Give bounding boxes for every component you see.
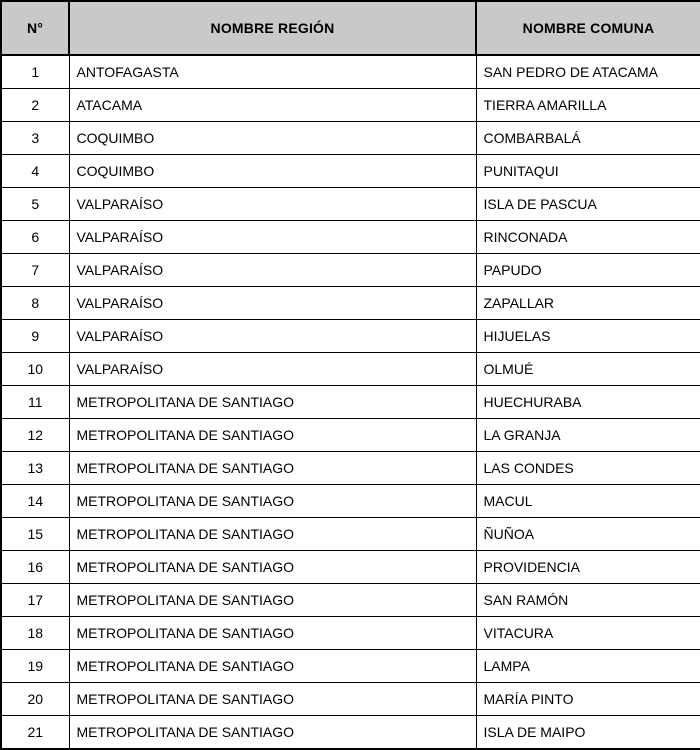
header-region: NOMBRE REGIÓN [69,1,476,55]
header-number: N° [1,1,69,55]
table-row [1,617,700,650]
region-cell: VALPARAÍSO [69,221,476,254]
comuna-cell: ÑUÑOA [476,518,700,551]
comuna-cell: LA GRANJA [476,419,700,452]
row-number-cell: 14 [1,485,69,518]
table-row [1,386,700,419]
region-cell: ATACAMA [69,89,476,122]
region-cell: VALPARAÍSO [69,287,476,320]
table-row [1,287,700,320]
row-number-cell: 9 [1,320,69,353]
row-number-cell: 10 [1,353,69,386]
comuna-cell: OLMUÉ [476,353,700,386]
row-number-cell: 11 [1,386,69,419]
region-cell: METROPOLITANA DE SANTIAGO [69,551,476,584]
comuna-cell: PAPUDO [476,254,700,287]
comuna-cell: MARÍA PINTO [476,683,700,716]
comuna-cell: ZAPALLAR [476,287,700,320]
table-row [1,320,700,353]
header-row [1,1,700,55]
region-cell: VALPARAÍSO [69,320,476,353]
row-number-cell: 20 [1,683,69,716]
comuna-cell: LAMPA [476,650,700,683]
row-number-cell: 7 [1,254,69,287]
table-row [1,452,700,485]
table-row [1,584,700,617]
table-row [1,485,700,518]
region-cell: METROPOLITANA DE SANTIAGO [69,716,476,750]
region-cell: VALPARAÍSO [69,254,476,287]
region-cell: METROPOLITANA DE SANTIAGO [69,485,476,518]
row-number-cell: 18 [1,617,69,650]
row-number-cell: 4 [1,155,69,188]
table-row [1,353,700,386]
table-row [1,650,700,683]
comuna-cell: RINCONADA [476,221,700,254]
comuna-cell: SAN PEDRO DE ATACAMA [476,55,700,89]
row-number-cell: 2 [1,89,69,122]
table-row [1,419,700,452]
region-cell: VALPARAÍSO [69,188,476,221]
table-row [1,518,700,551]
region-cell: METROPOLITANA DE SANTIAGO [69,518,476,551]
region-cell: METROPOLITANA DE SANTIAGO [69,452,476,485]
comuna-cell: ISLA DE PASCUA [476,188,700,221]
header-comuna: NOMBRE COMUNA [476,1,700,55]
comuna-cell: SAN RAMÓN [476,584,700,617]
comuna-cell: MACUL [476,485,700,518]
row-number-cell: 6 [1,221,69,254]
comuna-cell: TIERRA AMARILLA [476,89,700,122]
row-number-cell: 1 [1,55,69,89]
row-number-cell: 16 [1,551,69,584]
row-number-cell: 5 [1,188,69,221]
region-cell: VALPARAÍSO [69,353,476,386]
region-cell: METROPOLITANA DE SANTIAGO [69,683,476,716]
table-row [1,716,700,750]
comuna-cell: HIJUELAS [476,320,700,353]
table-row [1,89,700,122]
row-number-cell: 13 [1,452,69,485]
region-cell: METROPOLITANA DE SANTIAGO [69,584,476,617]
table-header [1,1,700,55]
comuna-cell: PUNITAQUI [476,155,700,188]
region-cell: COQUIMBO [69,122,476,155]
row-number-cell: 8 [1,287,69,320]
table-row [1,254,700,287]
region-cell: METROPOLITANA DE SANTIAGO [69,386,476,419]
row-number-cell: 21 [1,716,69,750]
comuna-cell: PROVIDENCIA [476,551,700,584]
comuna-cell: ISLA DE MAIPO [476,716,700,750]
region-cell: COQUIMBO [69,155,476,188]
table-row [1,155,700,188]
row-number-cell: 15 [1,518,69,551]
row-number-cell: 19 [1,650,69,683]
comuna-cell: HUECHURABA [476,386,700,419]
comuna-cell: LAS CONDES [476,452,700,485]
table-row [1,551,700,584]
table-row [1,221,700,254]
comuna-cell: COMBARBALÁ [476,122,700,155]
region-cell: ANTOFAGASTA [69,55,476,89]
table-row [1,683,700,716]
region-cell: METROPOLITANA DE SANTIAGO [69,650,476,683]
region-cell: METROPOLITANA DE SANTIAGO [69,617,476,650]
table-row [1,55,700,89]
table-row [1,122,700,155]
row-number-cell: 17 [1,584,69,617]
comuna-cell: VITACURA [476,617,700,650]
row-number-cell: 12 [1,419,69,452]
region-cell: METROPOLITANA DE SANTIAGO [69,419,476,452]
row-number-cell: 3 [1,122,69,155]
table-row [1,188,700,221]
table-body [1,55,700,749]
